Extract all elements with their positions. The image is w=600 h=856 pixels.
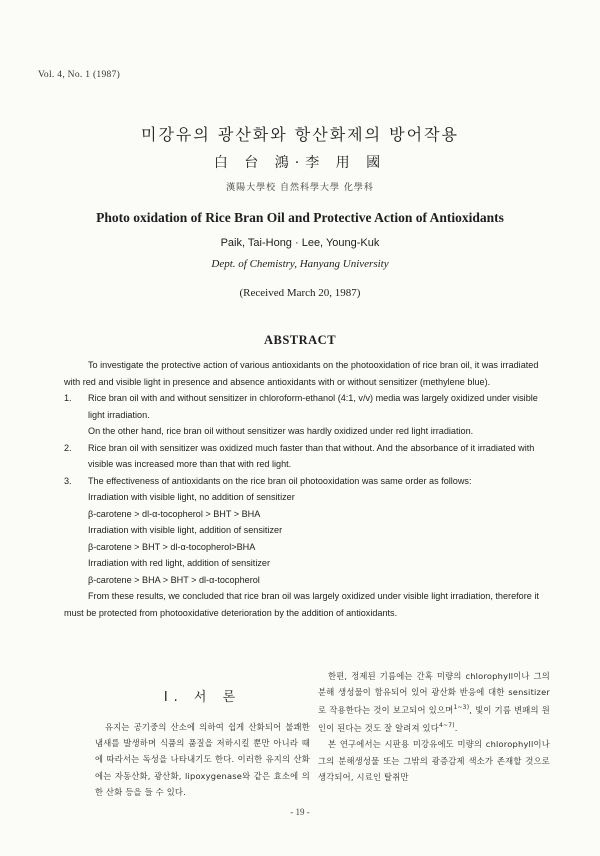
page-number: - 19 - (290, 807, 310, 817)
abstract-item-1 (64, 390, 550, 423)
english-authors: Paik, Tai-Hong · Lee, Young-Kuk (220, 237, 380, 249)
item-number: 3. (64, 475, 72, 486)
item-text: Rice bran oil with sensitizer was oxidized much faster than that without. And the absorbance of it irradiated with visible was increased more than that with red light. (88, 442, 535, 469)
reference-marker: 4~7) (438, 722, 455, 730)
abstract-item-3 (64, 473, 550, 490)
abstract-item-2 (64, 440, 550, 473)
item-text: The effectiveness of antioxidants on the rice bran oil photooxidation was same order as follows: (88, 475, 472, 486)
abstract-conclusion: From these results, we concluded that rice bran oil was largely oxidized under visible light irradiation, therefore it must be protected from photooxidative deterioration by the addition of antioxidants. (64, 591, 539, 618)
introduction-paragraph: 유지는 공기중의 산소에 의하여 쉽게 산화되어 불쾌한 냄새를 발생하며 식품의 품질을 저하시킬 뿐만 아니라 때에 따라서는 독성을 나타내기도 한다. 이러한 유지의 산화에는 자동산화, 광산화, lipoxygenase와 같은 효소에 의한 산화 등을 들 수 있다. (95, 722, 310, 797)
section-heading: I. 서 론 (163, 690, 242, 705)
item-number: 2. (64, 442, 72, 453)
order-condition: Irradiation with red light, addition of sensitizer (88, 558, 270, 568)
item-number: 1. (64, 393, 72, 403)
received-date: (Received March 20, 1987) (239, 287, 361, 299)
english-title: Photo oxidation of Rice Bran Oil and Protective Action of Antioxidants (96, 210, 504, 225)
paragraph-text: 한편, 정제된 기름에는 간혹 미량의 chlorophyll이나 그의 분해 생성물이 함유되어 있어 광산화 반응에 대한 sensitizer로 작용한다는 것이 보고되어 있으며 (318, 671, 550, 716)
journal-volume: Vol. 4, No. 1 (1987) (38, 70, 121, 80)
right-paragraph-2: 본 연구에서는 시판용 미강유에도 미량의 chlorophyll이나 그의 분해생성물 또는 그밖의 광증감제 색소가 존재할 것으로 생각되어, 시료인 탈취만 (318, 739, 550, 782)
abstract-body (64, 357, 550, 621)
order-condition: Irradiation with visible light, no addition of sensitizer (88, 492, 295, 502)
paragraph-text: . (454, 723, 458, 734)
korean-authors: 白 台 鴻·李 用 國 (213, 155, 387, 171)
body-left-column (95, 668, 310, 800)
order-ranking: β-carotene > dl-α-tocopherol > BHT > BHA (88, 508, 261, 519)
order-ranking: β-carotene > BHA > BHT > dl-α-tocopherol (88, 574, 260, 585)
korean-affiliation: 漢陽大學校 自然科學大學 化學科 (226, 183, 374, 193)
paragraph-text: , 빛이 기름 변패의 원인이 된다는 것도 잘 알려져 있다 (318, 705, 551, 734)
abstract-item-1-note: On the other hand, rice bran oil without sensitizer was hardly oxidized under red light irradiation. (88, 426, 474, 436)
english-department: Dept. of Chemistry, Hanyang University (211, 258, 389, 270)
reference-marker: 1~3) (453, 704, 470, 712)
right-paragraph-1 (318, 668, 550, 736)
order-ranking: β-carotene > BHT > dl-α-tocopherol>BHA (88, 541, 256, 552)
korean-title: 미강유의 광산화와 항산화제의 방어작용 (140, 125, 459, 144)
body-right-column (318, 668, 550, 785)
abstract-intro: To investigate the protective action of various antioxidants on the photooxidation of rice bran oil, it was irradiated with red and visible light in presence and absence antioxidants with or without sensitizer (methylene blue). (64, 360, 539, 387)
item-text: Rice bran oil with and without sensitizer in chloroform-ethanol (4:1, v/v) media was largely oxidized under visible light irradiation. (88, 393, 538, 420)
abstract-heading: ABSTRACT (263, 333, 337, 347)
order-condition: Irradiation with visible light, addition of sensitizer (88, 525, 283, 535)
